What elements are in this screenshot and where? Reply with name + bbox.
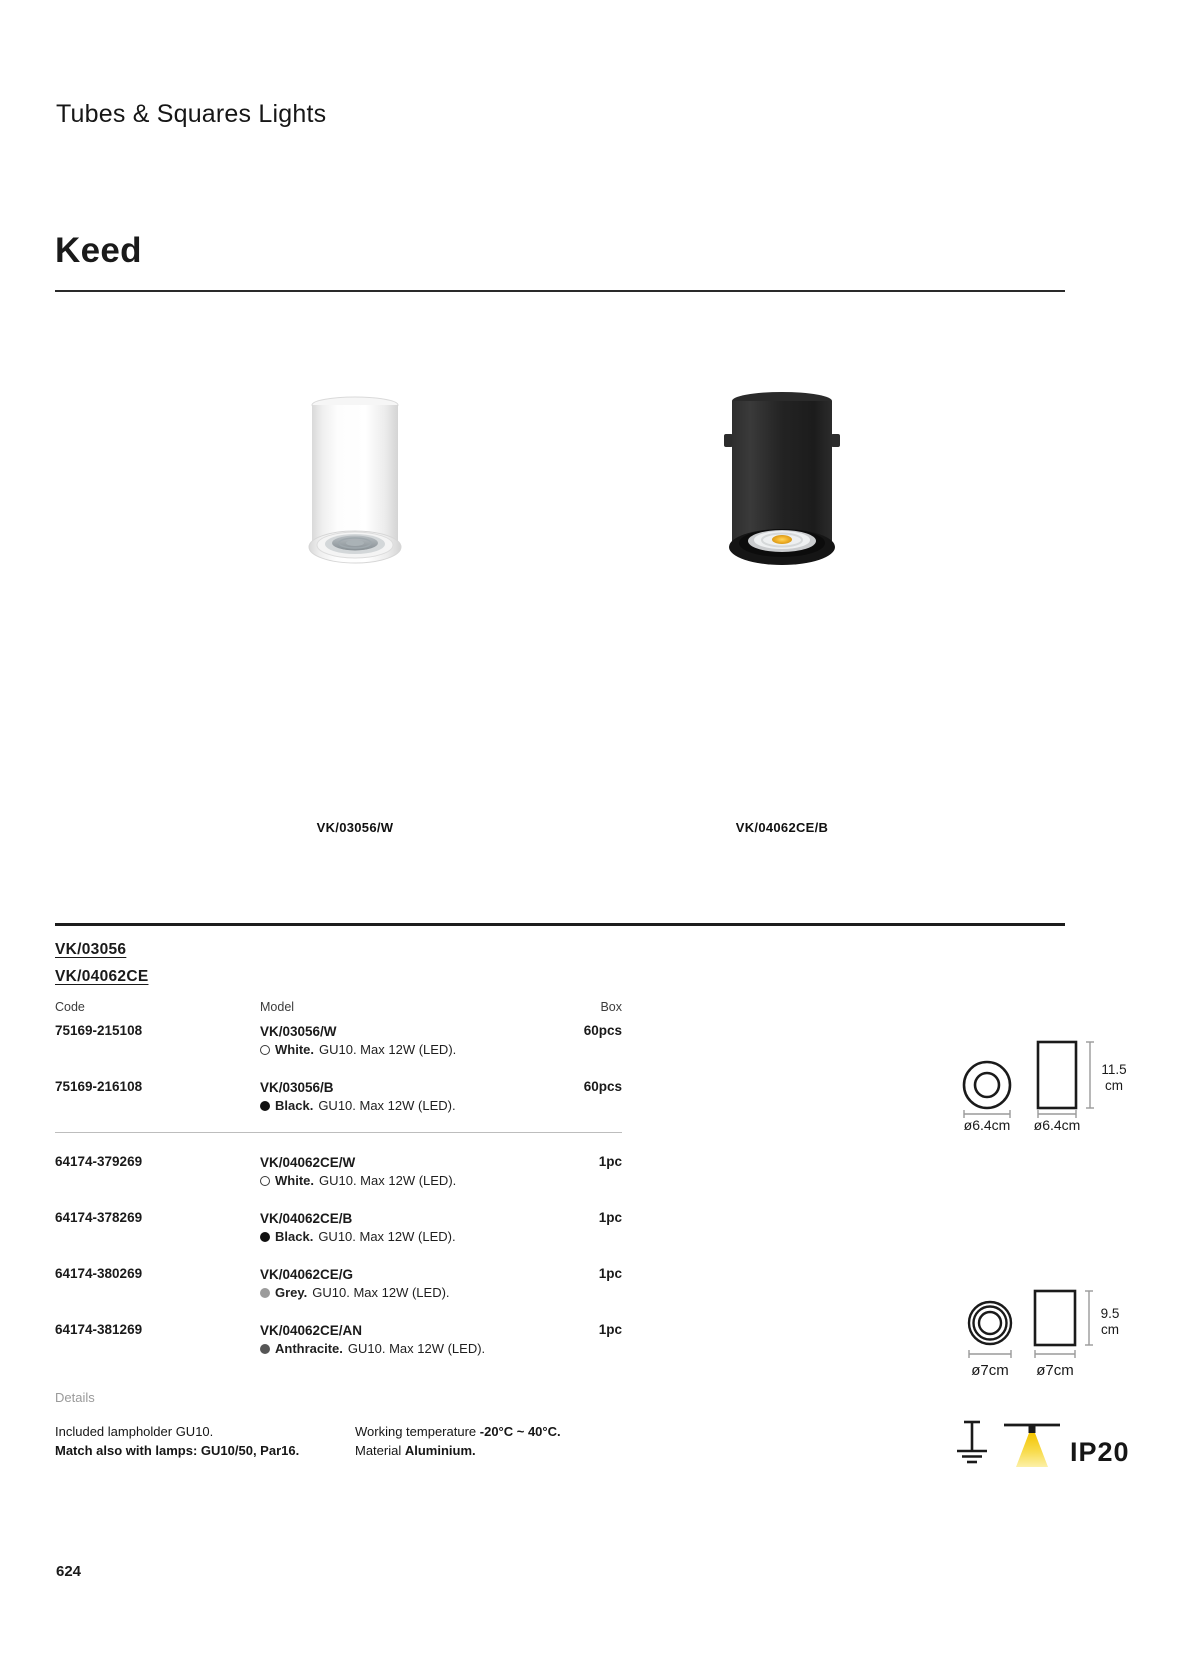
model-description xyxy=(260,1171,560,1190)
color-swatch-icon xyxy=(260,1176,270,1186)
height-dimension-label: 11.5 xyxy=(1101,1062,1127,1077)
photo-caption-black: VK/04062CE/B xyxy=(735,820,829,835)
model-description xyxy=(260,1227,560,1246)
table-row xyxy=(55,1023,622,1059)
model-name: VK/04062CE/AN xyxy=(260,1323,363,1338)
table-row xyxy=(55,1322,622,1358)
dimension-diagram-vk03056 xyxy=(940,1028,1150,1133)
cell-box: 1pc xyxy=(598,1322,622,1337)
width-label: ø7cm xyxy=(1036,1362,1074,1379)
dimension-diagram-vk04062ce xyxy=(940,1278,1150,1383)
color-name: Black. xyxy=(275,1098,314,1113)
details-right-column xyxy=(355,1422,561,1460)
cell-model xyxy=(260,1079,560,1115)
diameter-label: ø7cm xyxy=(971,1362,1009,1379)
details-line: Material Aluminium. xyxy=(355,1443,476,1458)
cell-box: 1pc xyxy=(598,1266,622,1281)
model-name: VK/03056/W xyxy=(260,1024,337,1039)
cell-model xyxy=(260,1210,560,1246)
model-name: VK/04062CE/G xyxy=(260,1267,354,1282)
lamp-spec: GU10. Max 12W (LED). xyxy=(312,1285,450,1300)
model-description xyxy=(260,1283,560,1302)
width-label: ø6.4cm xyxy=(1033,1117,1081,1133)
cell-code: 64174-379269 xyxy=(55,1154,143,1169)
color-swatch-icon xyxy=(260,1288,270,1298)
cell-model xyxy=(260,1023,560,1059)
model-name: VK/04062CE/B xyxy=(260,1211,353,1226)
model-name: VK/03056/B xyxy=(260,1080,334,1095)
product-code-link-2: VK/04062CE xyxy=(55,968,149,985)
title-divider xyxy=(55,290,1065,292)
table-row xyxy=(55,1266,622,1302)
color-name: Anthracite. xyxy=(275,1341,343,1356)
cell-model xyxy=(260,1266,560,1302)
cell-box: 1pc xyxy=(598,1210,622,1225)
details-label: Details xyxy=(55,1390,95,1405)
product-title: Keed xyxy=(55,231,142,270)
table-row xyxy=(55,1154,622,1190)
height-dimension-unit: cm xyxy=(1101,1322,1119,1337)
table-group-divider xyxy=(55,1132,622,1133)
height-dimension-unit: cm xyxy=(1105,1078,1123,1093)
product-table xyxy=(55,1000,622,1378)
color-name: White. xyxy=(275,1042,314,1057)
cell-code: 64174-378269 xyxy=(55,1210,143,1225)
cell-box: 1pc xyxy=(598,1154,622,1169)
details-section xyxy=(55,1390,622,1460)
color-name: White. xyxy=(275,1173,314,1188)
color-name: Black. xyxy=(275,1229,314,1244)
cell-model xyxy=(260,1322,560,1358)
header-box: Box xyxy=(600,1000,622,1014)
color-swatch-icon xyxy=(260,1344,270,1354)
black-cylinder-light-image xyxy=(702,384,862,594)
table-row xyxy=(55,1079,622,1115)
product-code-link-1: VK/03056 xyxy=(55,941,127,958)
earth-ground-icon xyxy=(954,1416,990,1468)
cell-code: 64174-380269 xyxy=(55,1266,143,1281)
white-cylinder-light-image xyxy=(280,390,430,595)
page-number: 624 xyxy=(56,1563,82,1580)
cell-box: 60pcs xyxy=(583,1023,622,1038)
table-header xyxy=(55,1000,622,1014)
details-left-column xyxy=(55,1422,355,1460)
color-name: Grey. xyxy=(275,1285,308,1300)
category-title: Tubes & Squares Lights xyxy=(56,100,327,128)
color-swatch-icon xyxy=(260,1101,270,1111)
ceiling-light-beam-icon xyxy=(1002,1420,1062,1470)
lamp-spec: GU10. Max 12W (LED). xyxy=(319,1042,457,1057)
photo-caption-white: VK/03056/W xyxy=(316,820,394,835)
product-code-list xyxy=(55,936,148,990)
cell-code: 75169-215108 xyxy=(55,1023,143,1038)
ip-rating-badge: IP20 xyxy=(1070,1437,1130,1467)
model-description xyxy=(260,1040,560,1059)
product-photo-white xyxy=(255,390,455,835)
cell-model xyxy=(260,1154,560,1190)
section-divider xyxy=(55,923,1065,926)
details-line: Match also with lamps: GU10/50, Par16. xyxy=(55,1443,300,1458)
product-photo-black xyxy=(682,384,882,835)
lamp-spec: GU10. Max 12W (LED). xyxy=(318,1098,456,1113)
lamp-spec: GU10. Max 12W (LED). xyxy=(347,1341,486,1356)
cell-code: 64174-381269 xyxy=(55,1322,143,1337)
header-model: Model xyxy=(260,1000,295,1014)
table-row xyxy=(55,1210,622,1246)
diameter-label: ø6.4cm xyxy=(963,1117,1011,1133)
lamp-spec: GU10. Max 12W (LED). xyxy=(319,1173,457,1188)
model-description xyxy=(260,1339,560,1358)
lamp-spec: GU10. Max 12W (LED). xyxy=(318,1229,456,1244)
height-dimension-label: 9.5 xyxy=(1100,1306,1120,1321)
model-description xyxy=(260,1096,560,1115)
header-code: Code xyxy=(55,1000,85,1014)
details-line: Included lampholder GU10. xyxy=(55,1424,214,1439)
model-name: VK/04062CE/W xyxy=(260,1155,356,1170)
cell-box: 60pcs xyxy=(583,1079,622,1094)
details-line: Working temperature -20°C ~ 40°C. xyxy=(355,1424,561,1439)
color-swatch-icon xyxy=(260,1045,270,1055)
cell-code: 75169-216108 xyxy=(55,1079,143,1094)
color-swatch-icon xyxy=(260,1232,270,1242)
